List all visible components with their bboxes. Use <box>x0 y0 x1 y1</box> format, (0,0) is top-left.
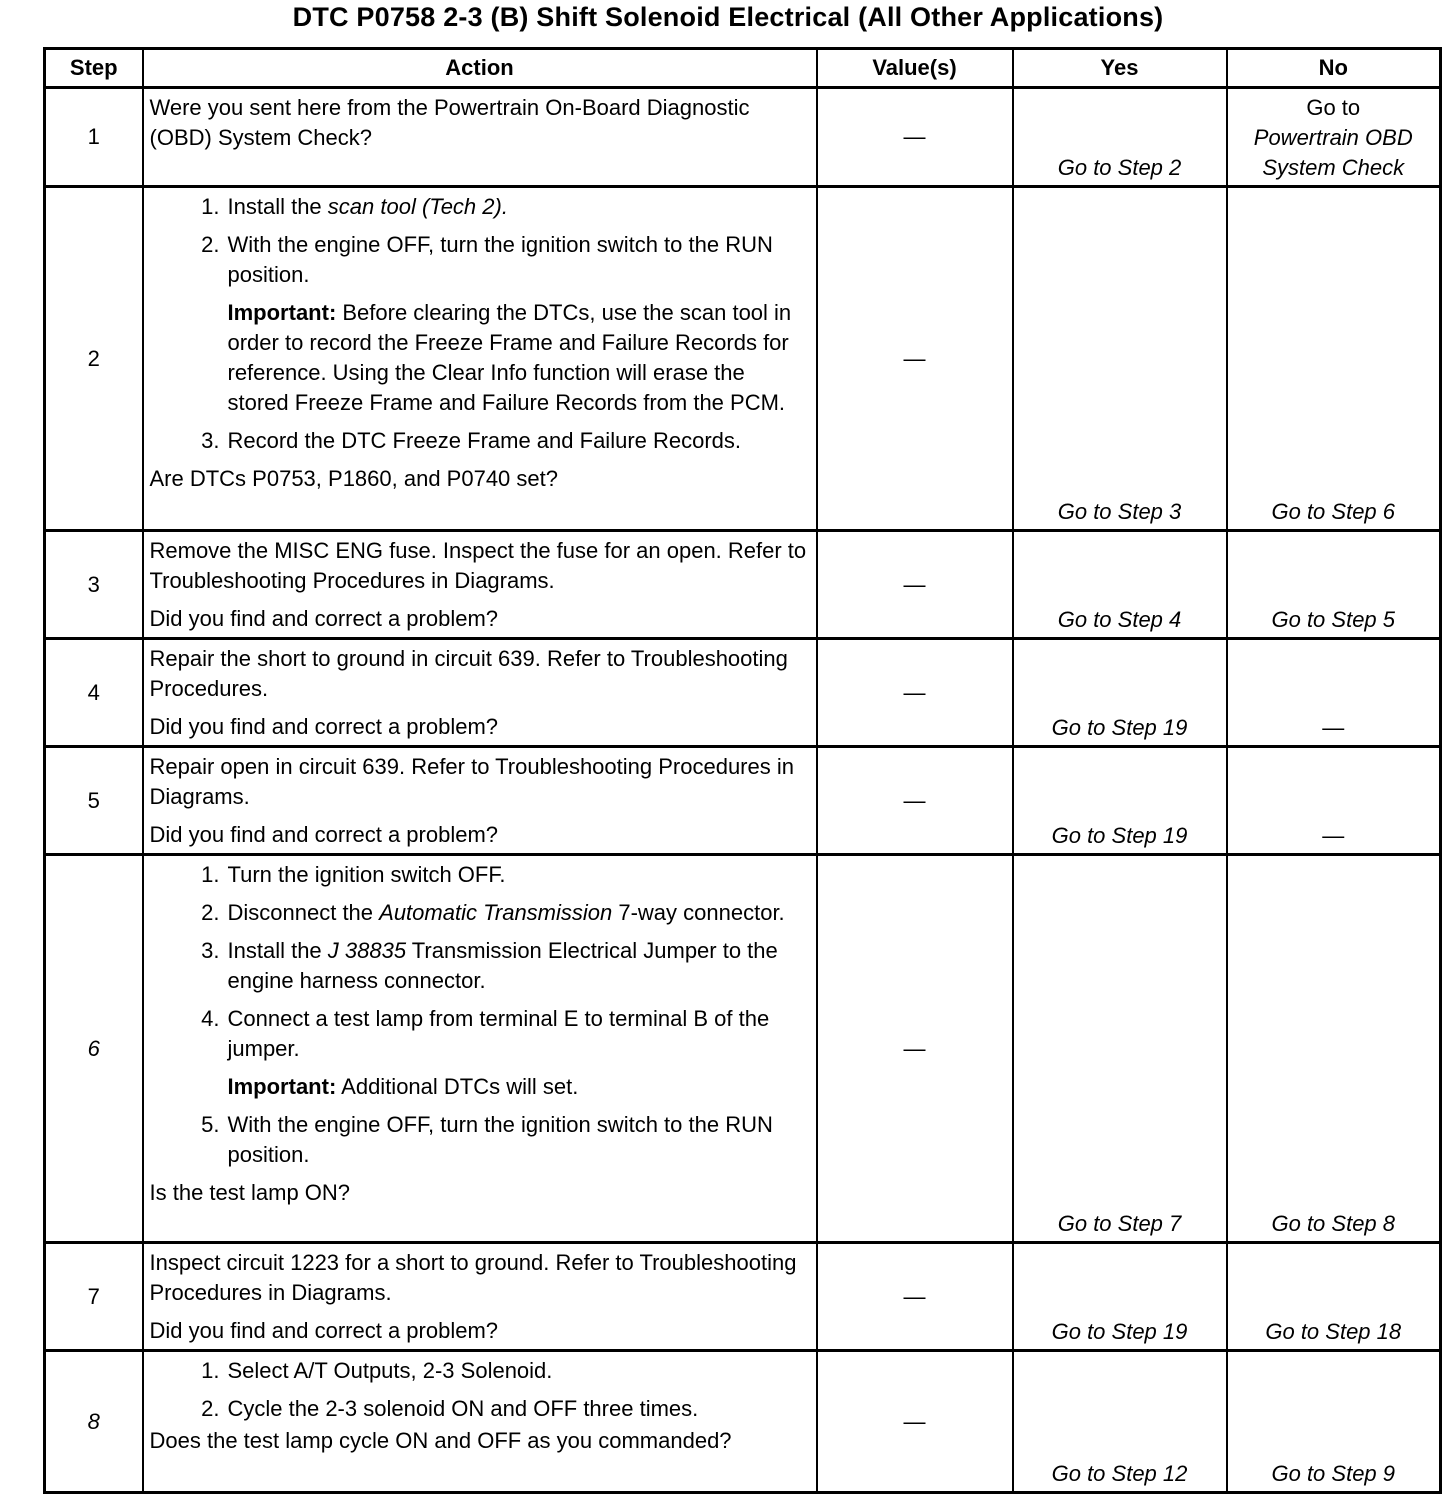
value-cell: — <box>817 1351 1013 1493</box>
no-cell: Go to Step 5 <box>1227 531 1441 639</box>
yes-cell: Go to Step 19 <box>1013 747 1227 855</box>
no-cell: Go to Step 6 <box>1227 187 1441 531</box>
question-text: Are DTCs P0753, P1860, and P0740 set? <box>149 466 558 491</box>
table-row <box>45 187 1441 531</box>
item-text: Turn the ignition switch OFF. <box>227 862 506 887</box>
list-number: 2. <box>201 900 220 925</box>
no-cell: — <box>1227 747 1441 855</box>
question-text: Does the test lamp cycle ON and OFF as you commanded? <box>149 1428 732 1453</box>
list-item <box>150 192 808 222</box>
action-text: Repair the short to ground in circuit 639. Refer to Troubleshooting Procedures. <box>149 646 788 701</box>
list-number: 1. <box>201 862 220 887</box>
no-cell: Go to Step 18 <box>1227 1243 1441 1351</box>
step-number: 3 <box>45 531 143 639</box>
list-number: 4. <box>201 1006 220 1031</box>
header-yes: Yes <box>1013 49 1227 88</box>
list-item <box>150 860 808 890</box>
action-text: Remove the MISC ENG fuse. Inspect the fuse for an open. Refer to Troubleshooting Procedures in Diagrams. <box>149 538 807 593</box>
list-item <box>150 1004 808 1064</box>
item-text: Disconnect the <box>227 900 380 925</box>
yes-cell: Go to Step 4 <box>1013 531 1227 639</box>
list-item <box>150 936 808 996</box>
header-no: No <box>1227 49 1441 88</box>
list-item <box>150 1356 808 1386</box>
list-number: 3. <box>201 938 220 963</box>
step-number: 5 <box>45 747 143 855</box>
step-number: 2 <box>45 187 143 531</box>
step-number: 4 <box>45 639 143 747</box>
table-row <box>45 747 1441 855</box>
item-text: Transmission Electrical Jumper to the engine harness connector. <box>227 938 778 993</box>
step-number: 7 <box>45 1243 143 1351</box>
value-cell: — <box>817 855 1013 1243</box>
list-item <box>150 1110 808 1170</box>
action-cell <box>143 1351 817 1493</box>
list-item <box>150 1394 808 1424</box>
yes-cell: Go to Step 19 <box>1013 639 1227 747</box>
item-italic: Automatic Transmission <box>379 900 613 925</box>
value-cell: — <box>817 1243 1013 1351</box>
list-number: 1. <box>201 194 220 219</box>
question-text: Did you find and correct a problem? <box>149 1318 499 1343</box>
note-label: Important: <box>227 1074 337 1099</box>
item-text: Record the DTC Freeze Frame and Failure Records. <box>227 428 742 453</box>
question-text: Did you find and correct a problem? <box>149 606 499 631</box>
list-item <box>150 898 808 928</box>
item-text: Install the <box>227 938 328 963</box>
value-cell: — <box>817 88 1013 187</box>
table-row <box>45 855 1441 1243</box>
action-cell <box>143 531 817 639</box>
action-text: Were you sent here from the Powertrain On-Board Diagnostic (OBD) System Check? <box>149 95 750 150</box>
item-text: Select A/T Outputs, 2-3 Solenoid. <box>227 1358 553 1383</box>
action-cell <box>143 88 817 187</box>
header-action: Action <box>143 49 817 88</box>
step-number: 1 <box>45 88 143 187</box>
no-cell: Go to Step 8 <box>1227 855 1441 1243</box>
no-cell: Go to Step 9 <box>1227 1351 1441 1493</box>
item-italic: J 38835 <box>327 938 407 963</box>
question-text: Did you find and correct a problem? <box>149 714 499 739</box>
no-cell: — <box>1227 639 1441 747</box>
list-number: 1. <box>201 1358 220 1383</box>
yes-cell: Go to Step 2 <box>1013 88 1227 187</box>
no-prefix: Go to <box>1306 95 1361 120</box>
item-text: 7-way connector. <box>612 900 785 925</box>
list-number: 5. <box>201 1112 220 1137</box>
yes-cell: Go to Step 19 <box>1013 1243 1227 1351</box>
value-cell: — <box>817 639 1013 747</box>
value-cell: — <box>817 187 1013 531</box>
important-note <box>228 298 808 418</box>
action-cell <box>143 187 817 531</box>
table-row <box>45 88 1441 187</box>
item-text: With the engine OFF, turn the ignition switch to the RUN position. <box>227 1112 773 1167</box>
no-cell <box>1227 88 1441 187</box>
table-header-row <box>45 49 1441 88</box>
action-cell <box>143 1243 817 1351</box>
step-number: 6 <box>45 855 143 1243</box>
step-number: 8 <box>45 1351 143 1493</box>
list-item <box>150 230 808 290</box>
list-number: 2. <box>201 1396 220 1421</box>
header-step: Step <box>45 49 143 88</box>
action-cell <box>143 747 817 855</box>
yes-cell: Go to Step 12 <box>1013 1351 1227 1493</box>
header-values: Value(s) <box>817 49 1013 88</box>
item-text: Cycle the 2-3 solenoid ON and OFF three times. <box>227 1396 699 1421</box>
note-text: Before clearing the DTCs, use the scan tool in order to record the Freeze Frame and Failure Records for reference. Using the Clear Info function will erase the stored Freeze Frame and Failure Records from the PCM. <box>227 300 792 415</box>
important-note <box>228 1072 808 1102</box>
yes-cell: Go to Step 7 <box>1013 855 1227 1243</box>
question-text: Did you find and correct a problem? <box>149 822 499 847</box>
note-text: Additional DTCs will set. <box>336 1074 579 1099</box>
list-item <box>150 426 808 456</box>
list-number: 3. <box>201 428 220 453</box>
item-text: With the engine OFF, turn the ignition switch to the RUN position. <box>227 232 773 287</box>
table-row <box>45 639 1441 747</box>
table-row <box>45 1243 1441 1351</box>
table-row <box>45 531 1441 639</box>
page-title: DTC P0758 2-3 (B) Shift Solenoid Electrical (All Other Applications) <box>292 2 1164 32</box>
value-cell: — <box>817 531 1013 639</box>
action-text: Inspect circuit 1223 for a short to ground. Refer to Troubleshooting Procedures in Diagrams. <box>149 1250 797 1305</box>
table-row <box>45 1351 1441 1493</box>
note-label: Important: <box>227 300 337 325</box>
item-text: Connect a test lamp from terminal E to terminal B of the jumper. <box>227 1006 770 1061</box>
diagnostic-table <box>43 47 1442 1494</box>
action-cell <box>143 639 817 747</box>
yes-cell: Go to Step 3 <box>1013 187 1227 531</box>
no-link-text: Powertrain OBD System Check <box>1253 125 1413 180</box>
question-text: Is the test lamp ON? <box>149 1180 351 1205</box>
item-text: Install the <box>227 194 328 219</box>
value-cell: — <box>817 747 1013 855</box>
action-cell <box>143 855 817 1243</box>
list-number: 2. <box>201 232 220 257</box>
item-italic: scan tool (Tech 2). <box>327 194 508 219</box>
action-text: Repair open in circuit 639. Refer to Troubleshooting Procedures in Diagrams. <box>149 754 794 809</box>
